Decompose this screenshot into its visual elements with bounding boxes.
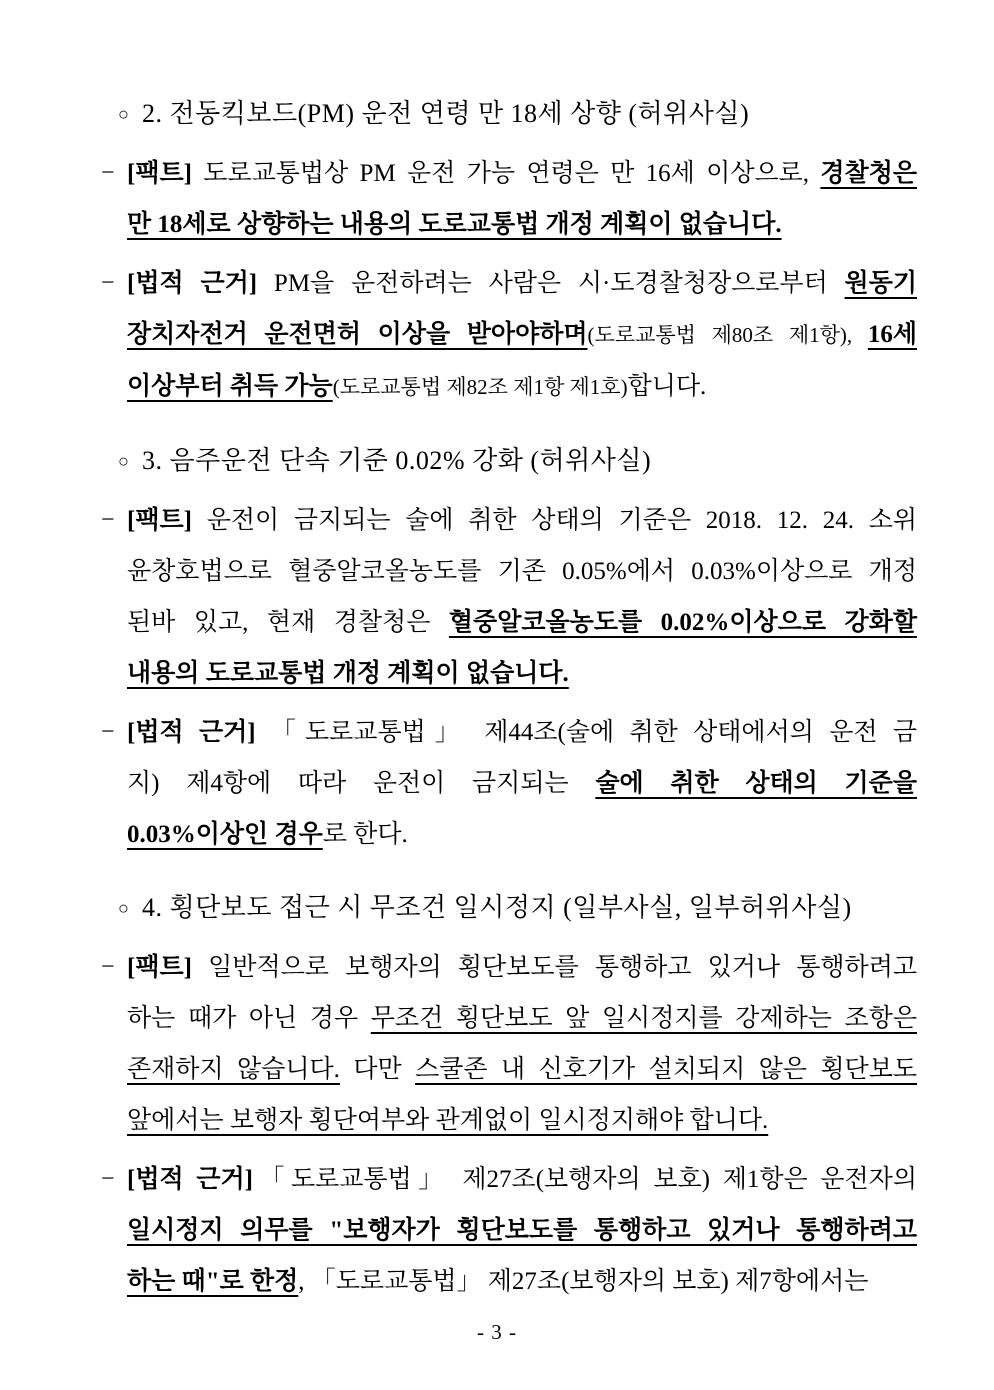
text-segment: 합니다. bbox=[627, 373, 707, 400]
section bbox=[0, 88, 994, 413]
text-line bbox=[127, 707, 917, 758]
paragraph bbox=[101, 148, 917, 250]
text-line bbox=[127, 1044, 917, 1095]
text-segment: [팩트] bbox=[127, 160, 192, 187]
text-segment: 0.03%이상인 경우 bbox=[127, 821, 323, 848]
paragraph bbox=[101, 707, 917, 860]
section-header bbox=[118, 435, 934, 487]
section-header bbox=[118, 882, 934, 934]
dash-bullet-icon: − bbox=[101, 160, 115, 186]
paragraph bbox=[101, 495, 917, 699]
page-number: - 3 - bbox=[477, 1320, 517, 1344]
section-title: 4. 횡단보도 접근 시 무조건 일시정지 (일부사실, 일부허위사실) bbox=[142, 893, 852, 922]
text-line bbox=[127, 809, 917, 860]
text-segment: 혈중알코올농도를 0.02%이상으로 강화할 bbox=[448, 609, 917, 636]
section bbox=[0, 882, 994, 1307]
text-segment: 이상부터 취득 가능 bbox=[127, 373, 333, 400]
text-line bbox=[127, 148, 917, 199]
text-segment: 다만 bbox=[339, 1056, 416, 1083]
text-line bbox=[127, 309, 917, 361]
text-segment: 윤창호법으로 혈중알코올농도를 기존 0.05%에서 0.03%이상으로 개정 bbox=[127, 558, 917, 585]
text-segment: [팩트] bbox=[127, 954, 192, 981]
text-segment: 만 18세로 상향하는 내용의 도로교통법 개정 계획이 없습니다. bbox=[127, 211, 782, 238]
text-segment: [법적 근거] bbox=[127, 719, 256, 746]
text-segment: 하는 때"로 한정 bbox=[127, 1268, 299, 1295]
text-segment: 내용의 도로교통법 개정 계획이 없습니다. bbox=[127, 660, 569, 687]
text-segment: 도로교통법상 PM 운전 가능 연령은 만 16세 이상으로, bbox=[191, 160, 821, 187]
dash-bullet-icon: − bbox=[101, 507, 115, 533]
text-segment: 일시정지 의무를 "보행자가 횡단보도를 통행하고 있거나 통행하려고 bbox=[127, 1217, 917, 1244]
dash-bullet-icon: − bbox=[101, 719, 115, 745]
paragraph bbox=[101, 1154, 917, 1307]
text-line bbox=[127, 495, 917, 546]
text-segment: 운전이 금지되는 술에 취한 상태의 기준은 2018. 12. 24. 소위 bbox=[191, 507, 917, 534]
section bbox=[0, 435, 994, 860]
text-line bbox=[127, 258, 917, 309]
text-line bbox=[127, 1095, 917, 1146]
text-line bbox=[127, 361, 917, 413]
circle-bullet-icon: ○ bbox=[118, 451, 130, 471]
text-segment: 스쿨존 내 신호기가 설치되지 않은 횡단보도 bbox=[415, 1056, 918, 1083]
dash-bullet-icon: − bbox=[101, 954, 115, 980]
text-segment: 술에 취한 상태의 기준을 bbox=[595, 770, 917, 797]
text-segment: 하는 때가 아닌 경우 bbox=[127, 1005, 371, 1032]
section-header bbox=[118, 88, 934, 140]
text-segment: (도로교통법 제80조 제1항), bbox=[587, 323, 868, 347]
text-segment: 존재하지 않습니다. bbox=[127, 1056, 340, 1083]
text-segment: (도로교통법 제82조 제1항 제1호) bbox=[332, 375, 628, 399]
circle-bullet-icon: ○ bbox=[118, 104, 130, 124]
dash-bullet-icon: − bbox=[101, 1166, 115, 1192]
text-segment: PM을 운전하려는 사람은 시·도경찰청장으로부터 bbox=[257, 270, 845, 297]
text-segment: [법적 근거] bbox=[127, 270, 258, 297]
text-line bbox=[127, 942, 917, 993]
text-line bbox=[127, 1256, 917, 1307]
text-segment: 지) 제4항에 따라 운전이 금지되는 bbox=[127, 770, 596, 797]
circle-bullet-icon: ○ bbox=[118, 898, 130, 918]
text-segment: 경찰청은 bbox=[820, 160, 917, 187]
text-segment: 16세 bbox=[867, 321, 917, 348]
text-segment: [팩트] bbox=[127, 507, 192, 534]
text-line bbox=[127, 758, 917, 809]
paragraph bbox=[101, 258, 917, 413]
text-segment: 된바 있고, 현재 경찰청은 bbox=[127, 609, 449, 636]
text-line bbox=[127, 648, 917, 699]
text-segment: 원동기 bbox=[844, 270, 917, 297]
text-segment: 로 한다. bbox=[322, 821, 408, 848]
text-segment: [법적 근거] bbox=[127, 1166, 253, 1193]
section-title: 3. 음주운전 단속 기준 0.02% 강화 (허위사실) bbox=[142, 446, 652, 475]
paragraph bbox=[101, 942, 918, 1146]
text-segment: 「도로교통법」 제27조(보행자의 보호) 제1항은 운전자의 bbox=[252, 1166, 917, 1193]
text-line bbox=[127, 199, 917, 250]
text-line bbox=[127, 546, 917, 597]
text-segment: 장치자전거 운전면허 이상을 받아야하며 bbox=[127, 321, 588, 348]
text-segment: 무조건 횡단보도 앞 일시정지를 강제하는 조항은 bbox=[370, 1005, 917, 1032]
text-line bbox=[127, 597, 917, 648]
text-segment: , 「도로교통법」 제27조(보행자의 보호) 제7항에서는 bbox=[298, 1268, 869, 1295]
text-line bbox=[127, 1205, 917, 1256]
text-segment: 일반적으로 보행자의 횡단보도를 통행하고 있거나 통행하려고 bbox=[191, 954, 917, 981]
text-line bbox=[127, 1154, 917, 1205]
text-line bbox=[127, 993, 917, 1044]
section-title: 2. 전동킥보드(PM) 운전 연령 만 18세 상향 (허위사실) bbox=[142, 99, 750, 128]
dash-bullet-icon: − bbox=[101, 270, 115, 296]
text-segment: 앞에서는 보행자 횡단여부와 관계없이 일시정지해야 합니다. bbox=[127, 1107, 769, 1134]
text-segment: 「도로교통법」 제44조(술에 취한 상태에서의 운전 금 bbox=[255, 719, 917, 746]
